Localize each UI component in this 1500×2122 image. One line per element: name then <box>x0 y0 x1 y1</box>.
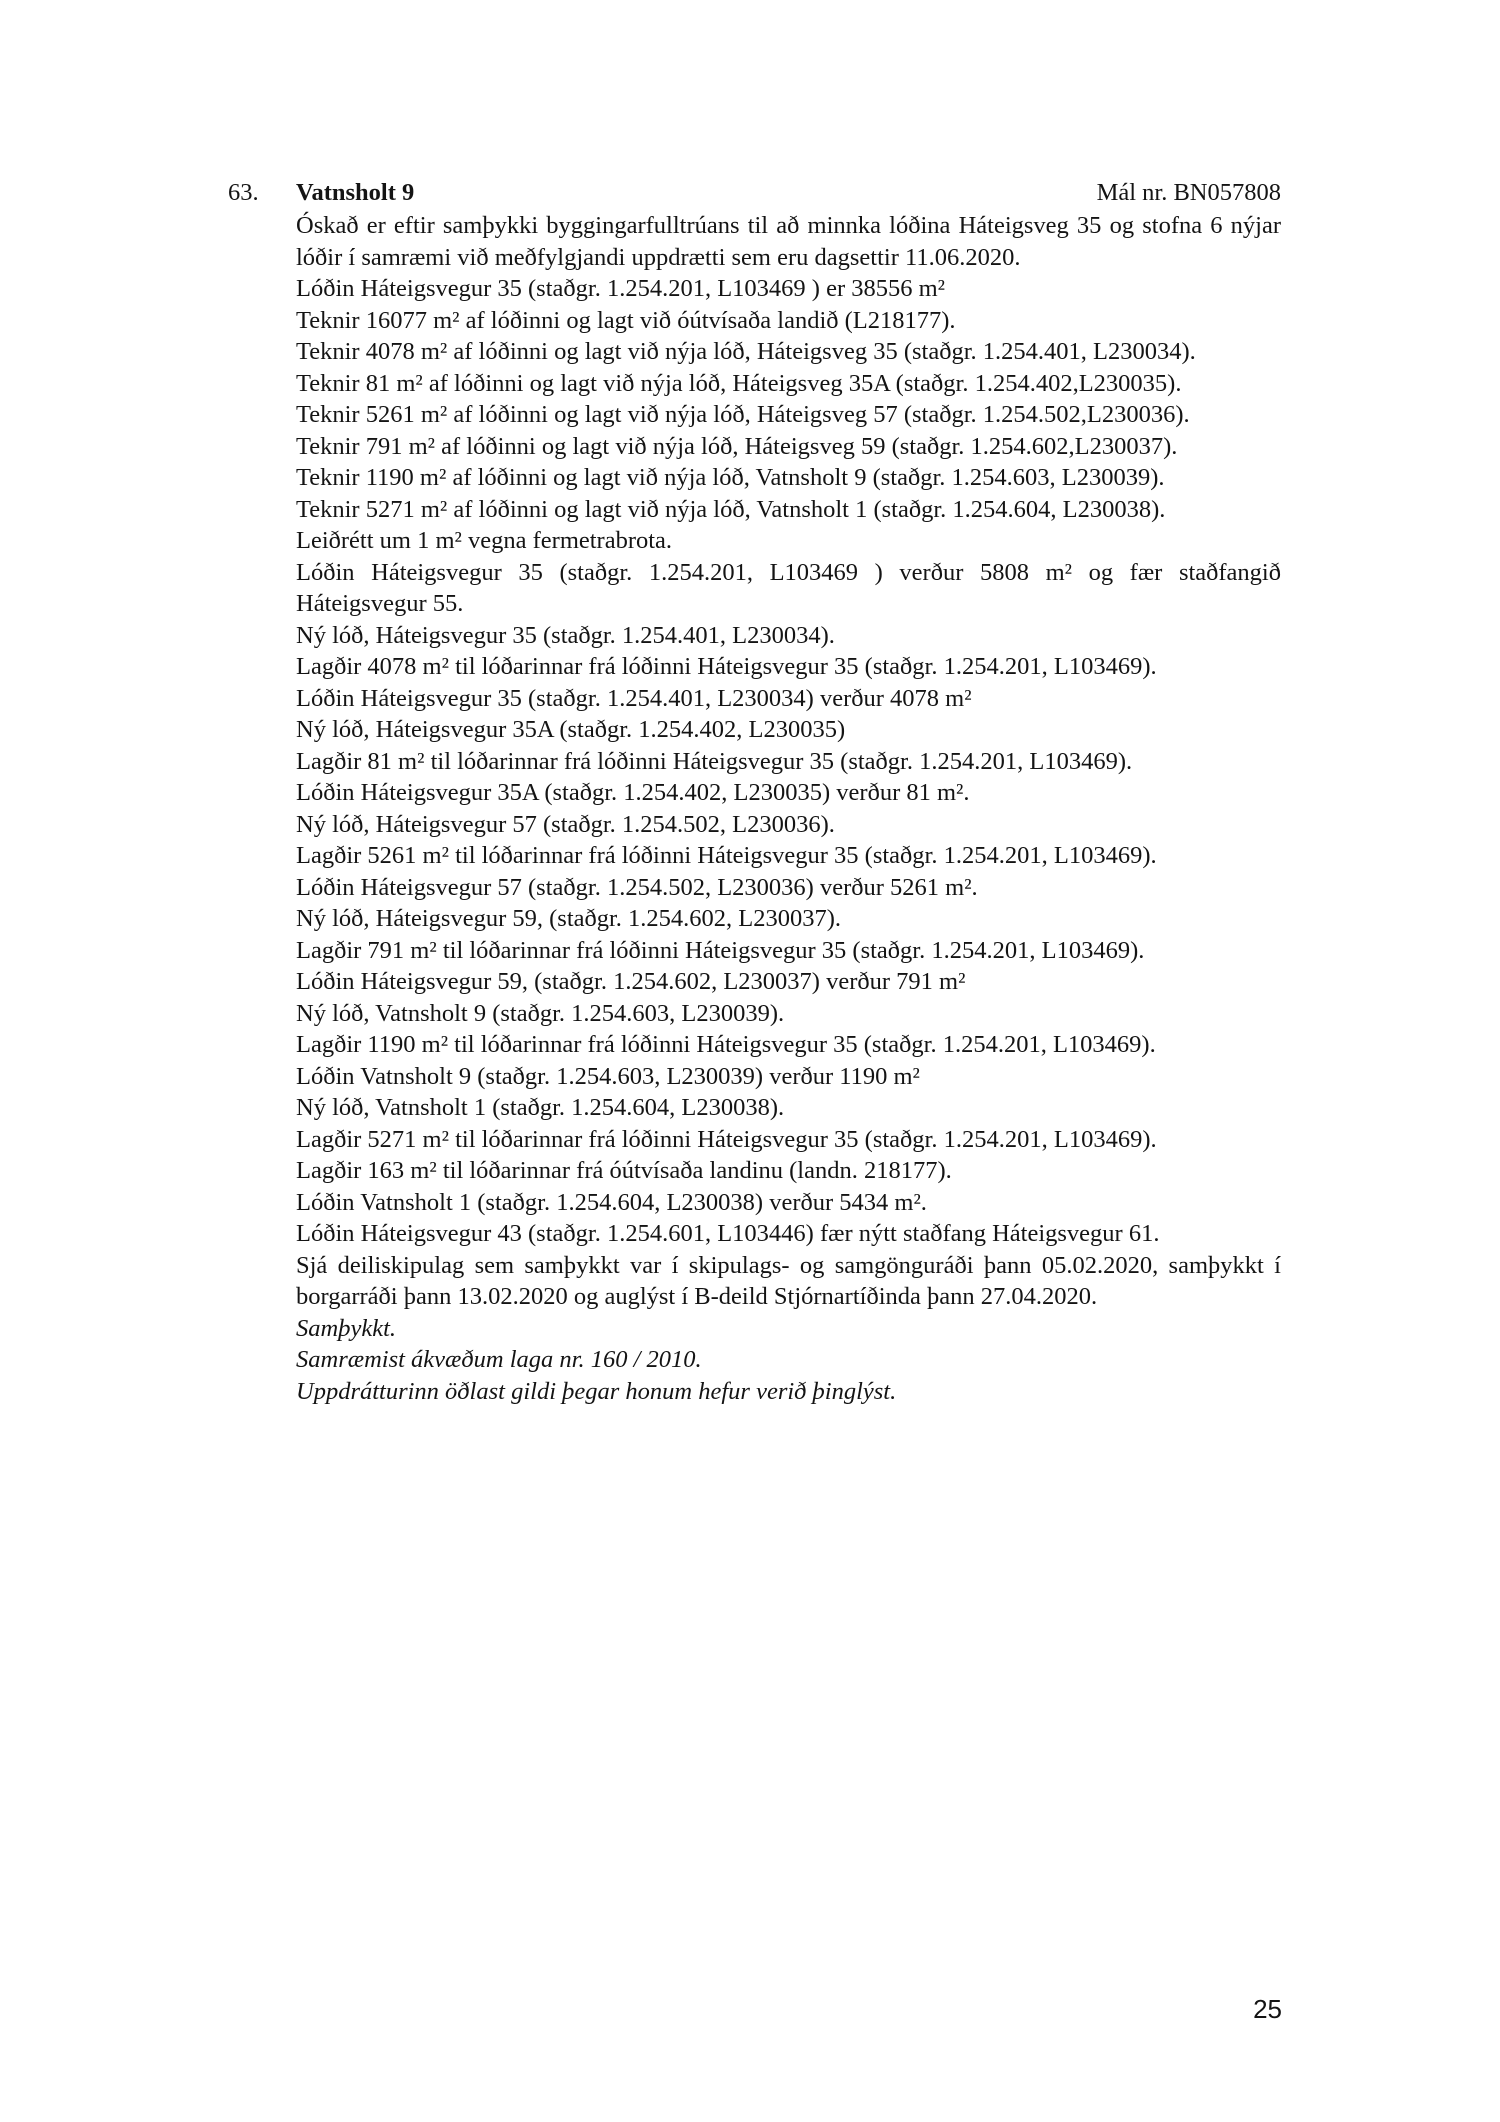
body-paragraph: Teknir 16077 m² af lóðinni og lagt við óútvísaða landið (L218177). <box>296 306 956 334</box>
body-paragraph: Lagðir 81 m² til lóðarinnar frá lóðinni Háteigsvegur 35 (staðgr. 1.254.201, L103469). <box>296 747 1133 775</box>
body-paragraph: Lóðin Háteigsvegur 59, (staðgr. 1.254.602, L230037) verður 791 m² <box>296 968 966 995</box>
case-number: Mál nr. BN057808 <box>1096 179 1281 206</box>
body-paragraph: Lóðin Háteigsvegur 43 (staðgr. 1.254.601, L103446) fær nýtt staðfang Háteigsvegur 61. <box>296 1220 1160 1247</box>
body-paragraph: Lagðir 4078 m² til lóðarinnar frá lóðinni Háteigsvegur 35 (staðgr. 1.254.201, L103469). <box>296 653 1157 680</box>
body-paragraph: Lóðin Háteigsvegur 35A (staðgr. 1.254.402, L230035) verður 81 m². <box>296 779 970 806</box>
body-paragraph: Lagðir 5261 m² til lóðarinnar frá lóðinni Háteigsvegur 35 (staðgr. 1.254.201, L103469). <box>296 842 1157 869</box>
body-paragraph: Ný lóð, Háteigsvegur 59, (staðgr. 1.254.602, L230037). <box>296 905 842 932</box>
item-number: 63. <box>228 179 259 206</box>
body-paragraph: Lagðir 1190 m² til lóðarinnar frá lóðinni Háteigsvegur 35 (staðgr. 1.254.201, L103469). <box>296 1031 1156 1058</box>
body-paragraph: Lóðin Háteigsvegur 35 (staðgr. 1.254.201, L103469 ) verður 5808 m² og fær staðfangið Háteigsvegur 55. <box>296 558 1281 617</box>
body-paragraph: Ný lóð, Vatnsholt 9 (staðgr. 1.254.603, L230039). <box>296 999 785 1027</box>
body-paragraph: Teknir 5271 m² af lóðinni og lagt við nýja lóð, Vatnsholt 1 (staðgr. 1.254.604, L230038). <box>296 495 1166 523</box>
body-paragraph: Ný lóð, Háteigsvegur 35A (staðgr. 1.254.402, L230035) <box>296 716 846 743</box>
body-paragraph: Lagðir 163 m² til lóðarinnar frá óútvísaða landinu (landn. 218177). <box>296 1157 952 1184</box>
body-paragraph: Teknir 4078 m² af lóðinni og lagt við nýja lóð, Háteigsveg 35 (staðgr. 1.254.401, L230034). <box>296 338 1196 365</box>
body-paragraph: Lóðin Háteigsvegur 35 (staðgr. 1.254.201, L103469 ) er 38556 m² <box>296 275 946 302</box>
decision-line: Samþykkt. <box>296 1314 396 1342</box>
page-number: 25 <box>1253 1994 1282 2024</box>
body-paragraph: Sjá deiliskipulag sem samþykkt var í skipulags- og samgönguráði þann 05.02.2020, samþykkt í borgarráði þann 13.02.2020 og auglýst í B-deild Stjórnartíðinda þann 27.04.2020. <box>296 1251 1281 1310</box>
body-paragraph: Teknir 5261 m² af lóðinni og lagt við nýja lóð, Háteigsveg 57 (staðgr. 1.254.502,L230036). <box>296 401 1190 428</box>
body-paragraph: Lóðin Háteigsvegur 57 (staðgr. 1.254.502, L230036) verður 5261 m². <box>296 873 978 901</box>
body-paragraph: Lagðir 791 m² til lóðarinnar frá lóðinni Háteigsvegur 35 (staðgr. 1.254.201, L103469). <box>296 936 1145 964</box>
body-paragraph: Teknir 791 m² af lóðinni og lagt við nýja lóð, Háteigsveg 59 (staðgr. 1.254.602,L230037). <box>296 432 1178 460</box>
body-paragraph: Lóðin Háteigsvegur 35 (staðgr. 1.254.401, L230034) verður 4078 m² <box>296 684 972 712</box>
decision-line: Samræmist ákvæðum laga nr. 160 / 2010. <box>296 1346 702 1373</box>
body-paragraph: Teknir 81 m² af lóðinni og lagt við nýja lóð, Háteigsveg 35A (staðgr. 1.254.402,L230035). <box>296 369 1182 397</box>
body-paragraph: Ný lóð, Háteigsvegur 35 (staðgr. 1.254.401, L230034). <box>296 621 835 649</box>
body-paragraph: Lagðir 5271 m² til lóðarinnar frá lóðinni Háteigsvegur 35 (staðgr. 1.254.201, L103469). <box>296 1125 1157 1153</box>
body-paragraph: Ný lóð, Háteigsvegur 57 (staðgr. 1.254.502, L230036). <box>296 810 835 838</box>
body-paragraph: Óskað er eftir samþykki byggingarfulltrúans til að minnka lóðina Háteigsveg 35 og stofna 6 nýjar lóðir í samræmi við meðfylgjandi uppdrætti sem eru dagsettir 11.06.2020. <box>296 212 1281 271</box>
case-heading <box>228 176 1281 210</box>
body-paragraph: Ný lóð, Vatnsholt 1 (staðgr. 1.254.604, L230038). <box>296 1094 785 1121</box>
case-body <box>296 210 1281 1407</box>
body-paragraph: Lóðin Vatnsholt 1 (staðgr. 1.254.604, L230038) verður 5434 m². <box>296 1188 927 1216</box>
decision-line: Uppdrátturinn öðlast gildi þegar honum hefur verið þinglýst. <box>296 1377 897 1405</box>
body-paragraph: Teknir 1190 m² af lóðinni og lagt við nýja lóð, Vatnsholt 9 (staðgr. 1.254.603, L230039). <box>296 464 1165 491</box>
body-paragraph: Lóðin Vatnsholt 9 (staðgr. 1.254.603, L230039) verður 1190 m² <box>296 1062 920 1090</box>
item-title: Vatnsholt 9 <box>296 179 415 206</box>
body-paragraph: Leiðrétt um 1 m² vegna fermetrabrota. <box>296 527 673 554</box>
